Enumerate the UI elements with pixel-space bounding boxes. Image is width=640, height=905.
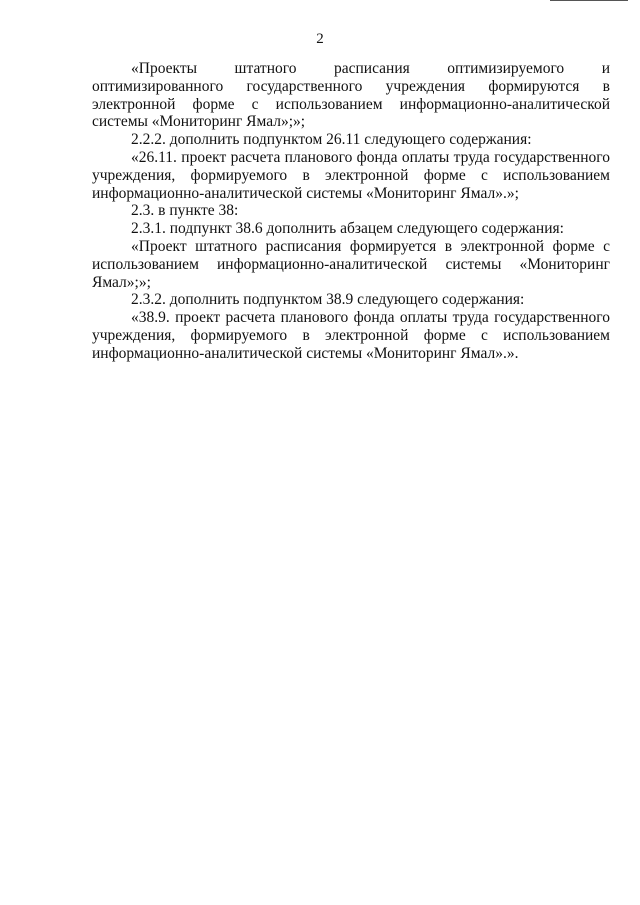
paragraph-38-9: «38.9. проект расчета планового фонда оплаты труда государственного учреждения, формируемого в электронной форме с использованием информационно-аналитической системы «Мониторинг Ямал».».	[92, 309, 610, 362]
paragraph-2-2-2: 2.2.2. дополнить подпунктом 26.11 следующего содержания:	[131, 131, 532, 149]
paragraph-staff-schedule-project: «Проект штатного расписания формируется в электронной форме с использованием информационно-аналитической системы «Мониторинг Ямал»;»;	[92, 237, 610, 291]
page-number: 2	[316, 31, 324, 47]
document-body	[92, 60, 610, 363]
corner-scan-mark	[550, 0, 628, 1]
paragraph-2-3-2: 2.3.2. дополнить подпунктом 38.9 следующего содержания:	[131, 291, 525, 309]
paragraph-26-11: «26.11. проект расчета планового фонда оплаты труда государственного учреждения, формируемого в электронной форме с использованием информационно-аналитической системы «Мониторинг Ямал».»;	[92, 148, 610, 202]
paragraph-staff-schedule-projects: «Проекты штатного расписания оптимизируемого и оптимизированного государственного учреждения формируются в электронной форме с использованием информационно-аналитической системы «Мониторинг Ямал»;»;	[92, 60, 610, 131]
paragraph-2-3-1: 2.3.1. подпункт 38.6 дополнить абзацем следующего содержания:	[131, 220, 564, 238]
paragraph-2-3: 2.3. в пункте 38:	[131, 202, 239, 220]
